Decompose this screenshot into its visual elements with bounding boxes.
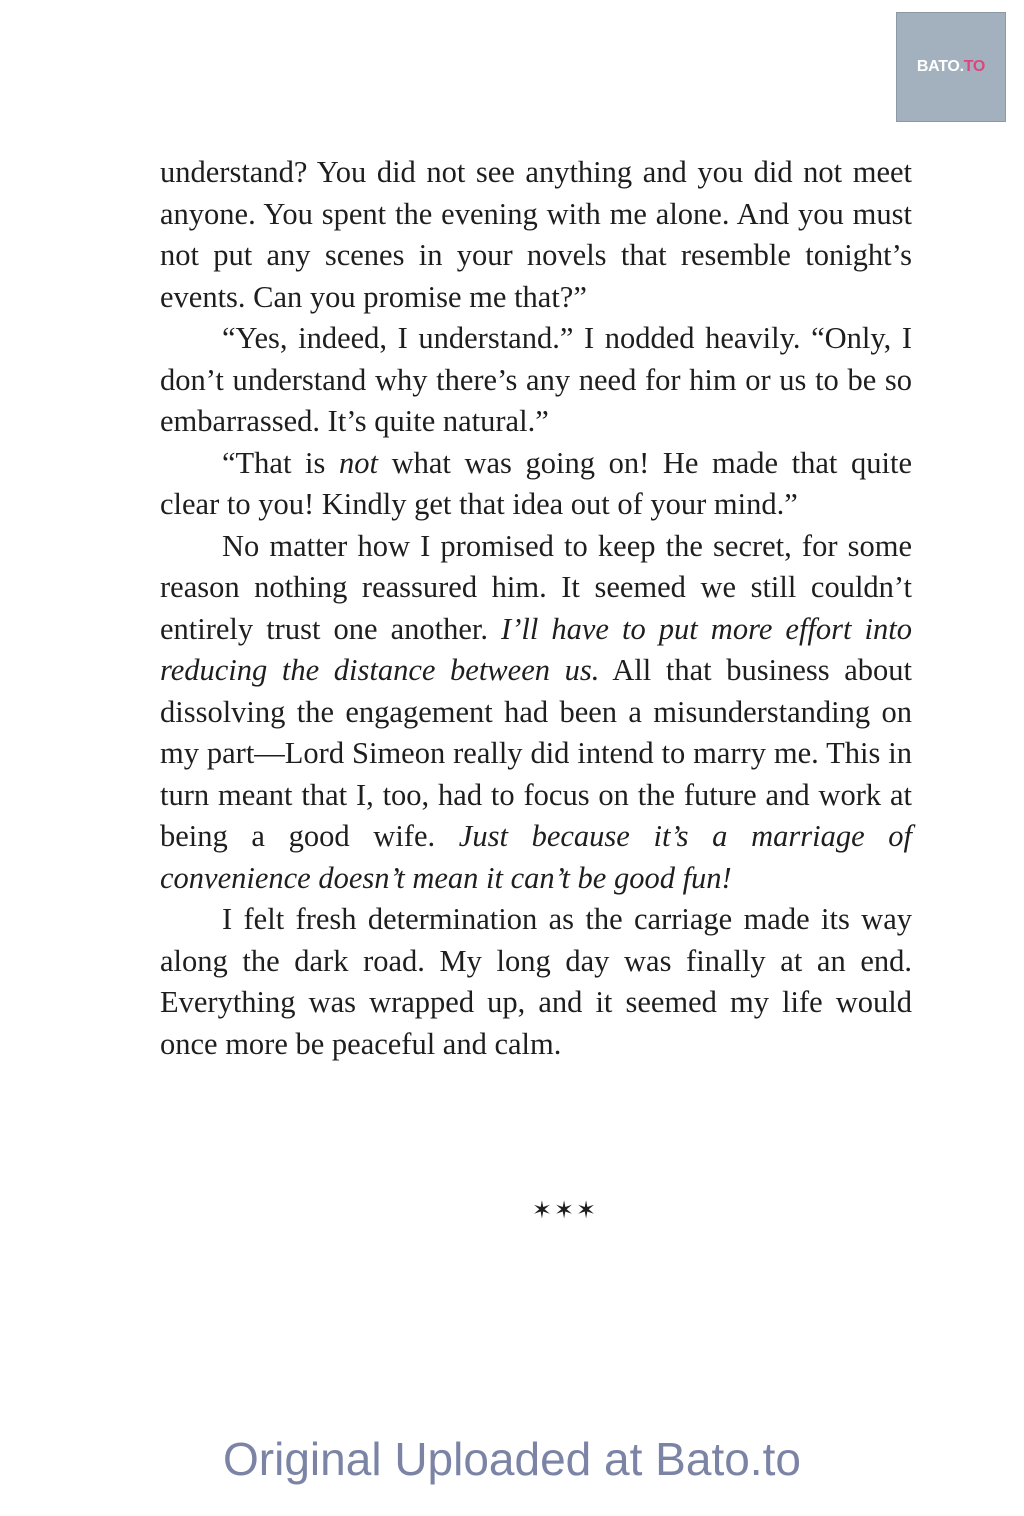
scene-break-asterisks: ✶✶✶ [531,1196,599,1224]
text-run: All that business about dissolving the engagement had been a misunderstanding on my part—Lord Simeon really did intend to marry me. This in turn meant that I, too, had to focus on the future and work at being a good wife. [160,653,912,853]
italic-text: not [338,445,378,480]
paragraph [160,318,912,443]
badge-brand-text: BATO. [916,58,964,75]
paragraph [160,443,912,526]
text-run: understand? You did not see anything and you did not meet anyone. You spent the evening with me alone. And you must not put any scenes in your novels that resemble tonight’s events. Can you promise me that?” [160,155,912,314]
paragraph [160,526,912,900]
italic-text: I’ll have to put more effort into reducing the distance between us. [160,611,912,687]
text-run: what was going on! He made that quite clear to you! Kindly get that idea out of your mind.” [160,445,912,521]
text-run: “Yes, indeed, I understand.” I nodded heavily. “Only, I don’t understand why there’s any need for him or us to be so embarrassed. It’s quite natural.” [160,321,912,438]
text-run: I felt fresh determination as the carriage made its way along the dark road. My long day was finally at an end. Everything was wrapped up, and it seemed my life would once more be peaceful and calm. [160,902,912,1061]
badge-accent-text: TO [963,58,986,75]
upload-caption: Original Uploaded at Bato.to [223,1433,801,1485]
text-run: “That is [222,445,339,480]
paragraph [160,152,912,318]
book-page-text [160,152,912,1065]
text-run: No matter how I promised to keep the secret, for some reason nothing reassured him. It seemed we still couldn’t entirely trust one another. [160,528,912,646]
bato-watermark-badge [896,12,1006,122]
paragraph [160,899,912,1065]
italic-text: Just because it’s a marriage of convenience doesn’t mean it can’t be good fun! [160,819,913,895]
